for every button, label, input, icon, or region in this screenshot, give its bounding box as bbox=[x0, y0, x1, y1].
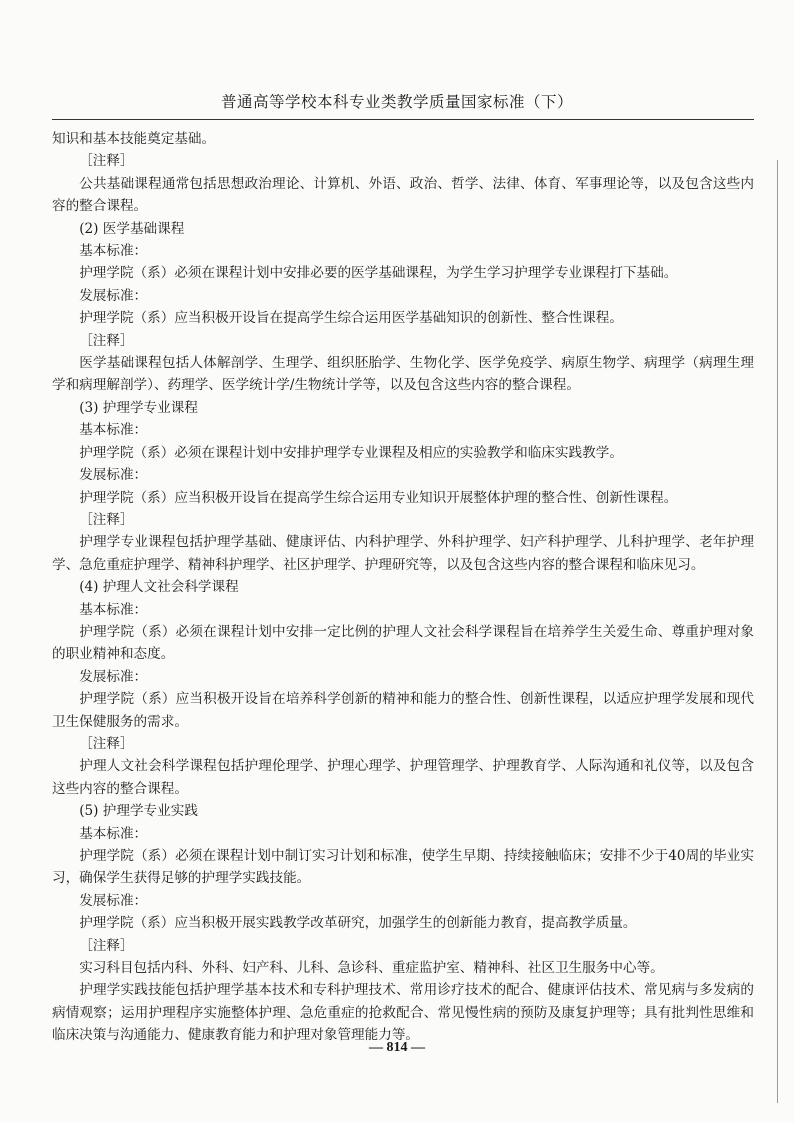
paragraph: 发展标准： bbox=[79, 287, 148, 304]
running-header: 普通高等学校本科专业类教学质量国家标准（下） bbox=[220, 93, 573, 111]
paragraph: 医学基础课程包括人体解剖学、生理学、组织胚胎学、生物化学、医学免疫学、病原生物学、病理学（病理生理学和病理解剖学）、药理学、医学统计学/生物统计学等，以及包含这些内容的整合课程。 bbox=[52, 355, 754, 394]
paragraph: 基本标准： bbox=[79, 825, 148, 842]
paragraph: 护理学院（系）应当积极开设旨在提高学生综合运用医学基础知识的创新性、整合性课程。 bbox=[79, 310, 623, 327]
page-number: — 814 — bbox=[369, 1040, 425, 1055]
paragraph: 护理学院（系）必须在课程计划中安排必要的医学基础课程，为学生学习护理学专业课程打下基础。 bbox=[79, 265, 678, 282]
header-rule bbox=[52, 119, 754, 120]
paragraph: 发展标准： bbox=[79, 467, 148, 484]
note-heading: ［注释］ bbox=[79, 735, 134, 752]
paragraph: 基本标准： bbox=[79, 422, 148, 439]
paragraph: 护理学院（系）应当积极开设旨在提高学生综合运用专业知识开展整体护理的整合性、创新性课程。 bbox=[79, 489, 678, 506]
paragraph: 公共基础课程通常包括思想政治理论、计算机、外语、政治、哲学、法律、体育、军事理论等，以及包含这些内容的整合课程。 bbox=[52, 175, 754, 215]
paragraph: 实习科目包括内科、外科、妇产科、儿科、急诊科、重症监护室、精神科、社区卫生服务中心等。 bbox=[79, 960, 664, 977]
paragraph: 基本标准： bbox=[79, 243, 148, 260]
note-heading: ［注释］ bbox=[79, 937, 134, 954]
paragraph: 护理学院（系）必须在课程计划中安排护理学专业课程及相应的实验教学和临床实践教学。 bbox=[79, 444, 623, 461]
paragraph: 护理学院（系）必须在课程计划中制订实习计划和标准，使学生早期、持续接触临床；安排不少于40周的毕业实习，确保学生获得足够的护理学实践技能。 bbox=[52, 848, 754, 887]
paragraph: (5) 护理学专业实践 bbox=[79, 803, 198, 820]
paragraph: 护理学专业课程包括护理学基础、健康评估、内科护理学、外科护理学、妇产科护理学、儿科护理学、老年护理学、急危重症护理学、精神科护理学、社区护理学、护理研究等，以及包含这些内容的整合课程和临床见习。 bbox=[52, 534, 754, 573]
paragraph: 基本标准： bbox=[79, 601, 148, 618]
scan-edge-line bbox=[777, 160, 778, 1103]
paragraph: 护理学院（系）应当积极开设旨在培养科学创新的精神和能力的整合性、创新性课程，以适应护理学发展和现代卫生保健服务的需求。 bbox=[52, 691, 754, 730]
paragraph: 护理学院（系）必须在课程计划中安排一定比例的护理人文社会科学课程旨在培养学生关爱生命、尊重护理对象的职业精神和态度。 bbox=[52, 623, 754, 663]
paragraph: 护理学实践技能包括护理学基本技术和专科护理技术、常用诊疗技术的配合、健康评估技术、常见病与多发病的病情观察；运用护理程序实施整体护理、急危重症的抢救配合、常见慢性病的预防及康复护理等；具有批判性思维和临床决策与沟通能力、健康教育能力和护理对象管理能力等。 bbox=[52, 982, 754, 1044]
paragraph: 护理学院（系）应当积极开展实践教学改革研究，加强学生的创新能力教育，提高教学质量。 bbox=[79, 915, 637, 932]
document-body bbox=[52, 128, 754, 1047]
note-heading: ［注释］ bbox=[79, 511, 134, 528]
paragraph: (3) 护理学专业课程 bbox=[79, 399, 198, 416]
paragraph: 护理人文社会科学课程包括护理伦理学、护理心理学、护理管理学、护理教育学、人际沟通和礼仪等，以及包含这些内容的整合课程。 bbox=[52, 758, 754, 797]
note-heading: ［注释］ bbox=[79, 332, 134, 349]
paragraph: (2) 医学基础课程 bbox=[79, 220, 185, 237]
continued-paragraph: 知识和基本技能奠定基础。 bbox=[52, 131, 216, 147]
note-heading: ［注释］ bbox=[79, 153, 134, 170]
paragraph: 发展标准： bbox=[79, 892, 148, 909]
paragraph: (4) 护理人文社会科学课程 bbox=[79, 579, 239, 596]
paragraph: 发展标准： bbox=[79, 668, 148, 685]
